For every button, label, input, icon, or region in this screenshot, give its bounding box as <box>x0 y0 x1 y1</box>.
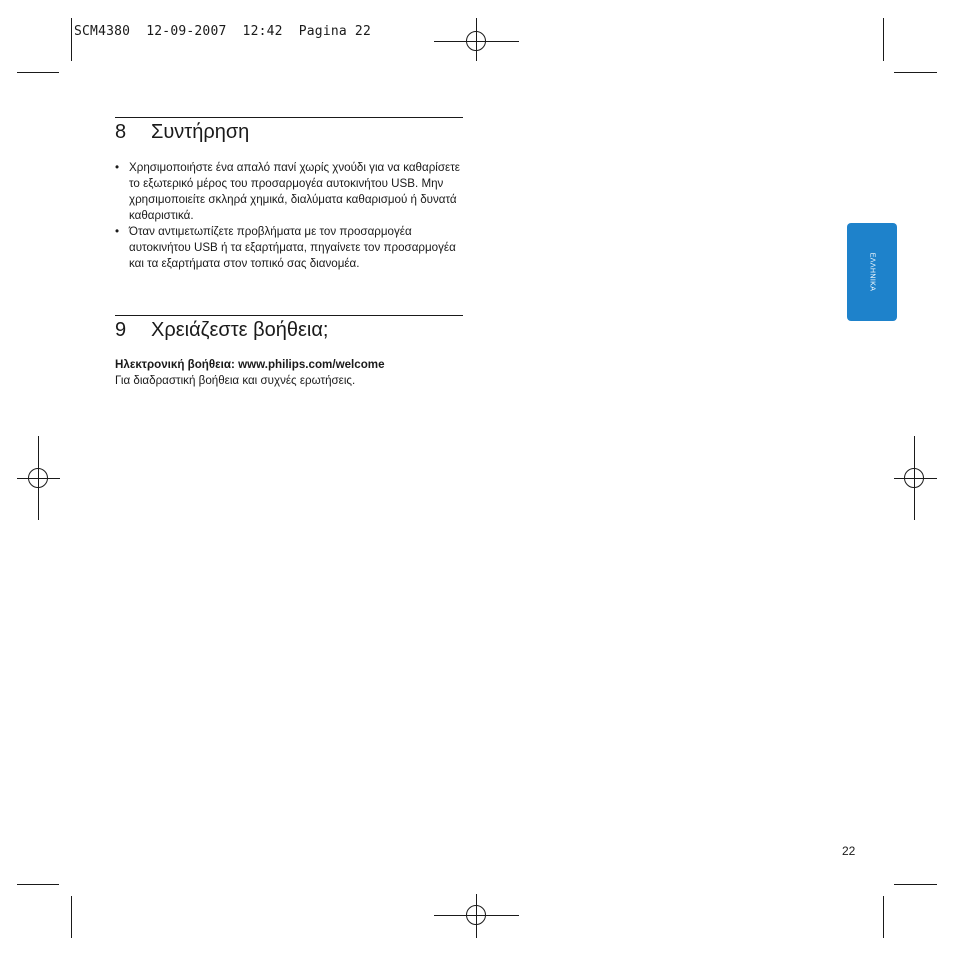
page-number: 22 <box>842 844 856 858</box>
online-help-block <box>115 357 475 389</box>
crop-mark-top-right-h <box>894 72 937 73</box>
crop-mark-top-right-v <box>883 18 884 61</box>
section-9-title: Χρειάζεστε βοήθεια; <box>151 319 329 341</box>
crop-mark-bottom-left-v <box>71 896 72 938</box>
crop-mark-bottom-right-v <box>883 896 884 938</box>
section-9-number: 9 <box>115 319 127 341</box>
section-8-rule <box>115 117 463 118</box>
crop-mark-top-left-h <box>17 72 59 73</box>
maintenance-list <box>115 160 465 272</box>
language-tab <box>847 223 897 321</box>
crop-mark-bottom-right-h <box>894 884 937 885</box>
section-8-title: Συντήρηση <box>151 121 250 143</box>
list-item: • Χρησιμοποιήστε ένα απαλό πανί χωρίς χνούδι για να καθαρίσετε το εξωτερικό μέρος του προσαρμογέα αυτοκινήτου USB. Μην χρησιμοποιείτε σκληρά χημικά, διαλύματα καθαρισμού ή δυνατά καθαριστικά. <box>115 160 465 224</box>
online-help-text: Για διαδραστική βοήθεια και συχνές ερωτήσεις. <box>115 374 356 387</box>
print-header: SCM4380 12-09-2007 12:42 Pagina 22 <box>74 24 371 39</box>
online-help-label: Ηλεκτρονική βοήθεια: www.philips.com/welcome <box>115 358 385 371</box>
section-8-number: 8 <box>115 121 127 143</box>
language-tab-label: ΕΛΛΗΝΙΚΑ <box>868 252 876 292</box>
section-9-heading <box>115 319 328 342</box>
list-item: • Όταν αντιμετωπίζετε προβλήματα με τον προσαρμογέα αυτοκινήτου USB ή τα εξαρτήματα, πηγαίνετε τον προσαρμογέα και τα εξαρτήματα στον τοπικό σας διανομέα. <box>115 224 465 272</box>
crop-mark-bottom-left-h <box>17 884 59 885</box>
section-8-heading <box>115 121 249 144</box>
crop-mark-top-left-v <box>71 18 72 61</box>
section-9-rule <box>115 315 463 316</box>
